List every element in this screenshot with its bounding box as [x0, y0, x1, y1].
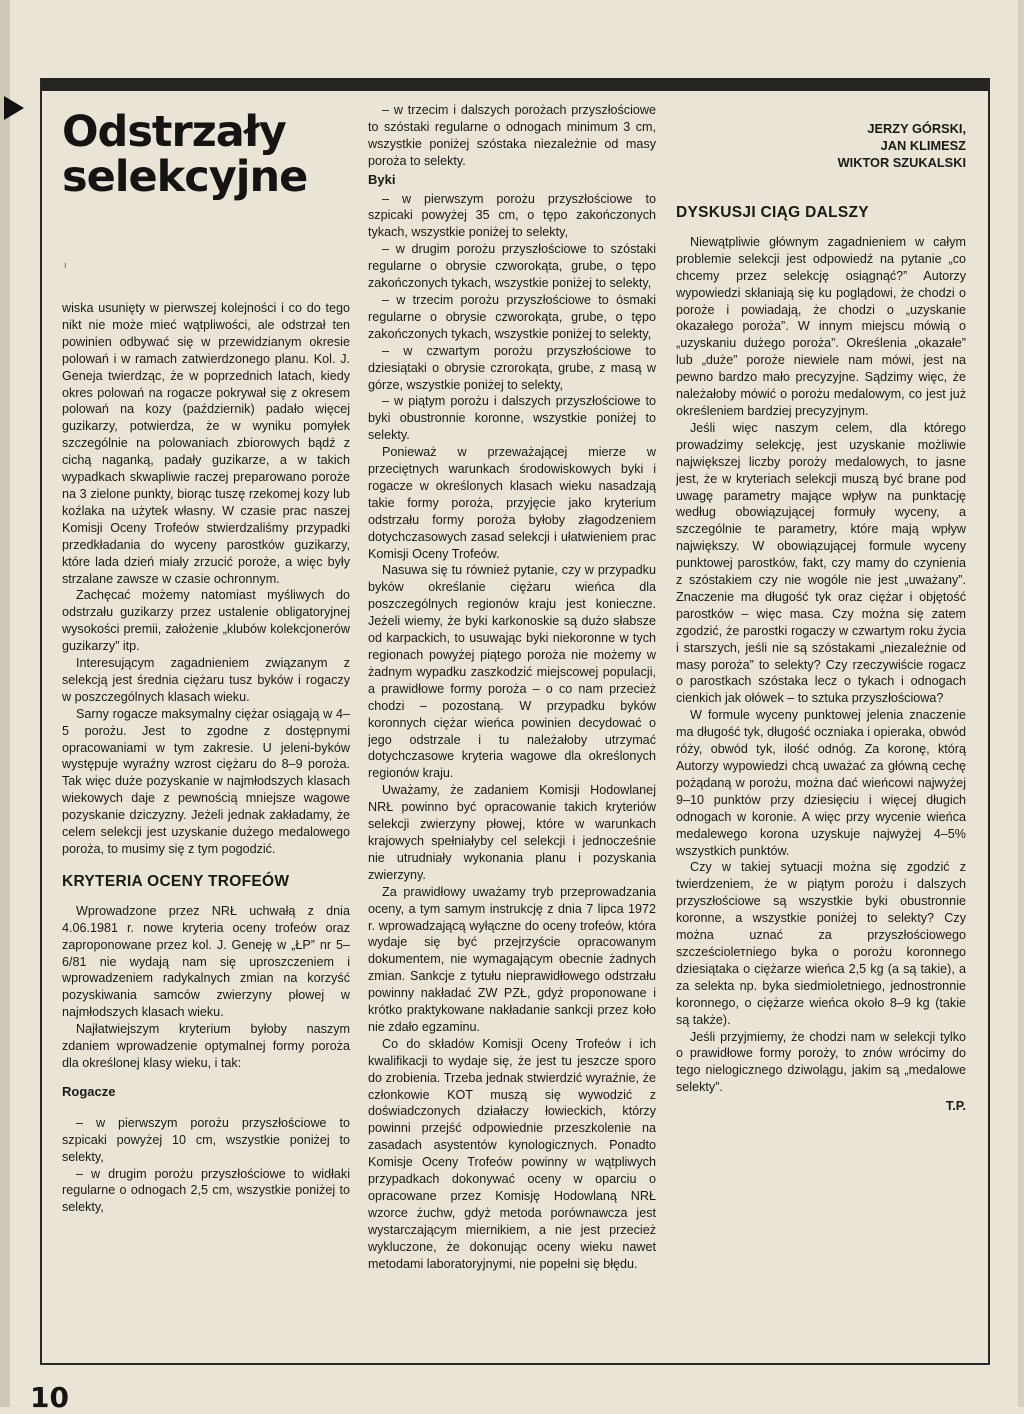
article-title — [62, 107, 350, 202]
discussion-paragraph-2: Jeśli więc naszym celem, dla którego prowadzimy selekcję, jest uzyskanie możliwie największej liczby poroży medalowych, to jasne jest, że w kryteriach selekcji muszą być brane pod uwagę parametry mające wpływ na punktację według obowiązującej formuły wyceny, a szczególnie te parametry, które mają wpływ największy. W obowiązującej formule wyceny punktowej parostków, fakt, czy mamy do czynienia z szóstakiem czy nie wogóle nie jest „uważany”. Znaczenie ma długość tyk oraz ciężar i objętość parostków – więc masa. Czy można się zatem zgodzić, że parostki rogaczy w czwartym roku życia i starszych, jeśli nie są szóstakami „niezależnie od masy poroża” to selekty? Czy rzeczywiście rogacz o parostkach szóstaka lecz o tykach i odnogach cienkich jak ołówek – to sztuka przyszłościowa? — [676, 420, 966, 706]
author-2: JAN KLIMESZ — [880, 138, 966, 153]
discussion-paragraph-1: Niewątpliwie głównym zagadnieniem w całym problemie selekcji jest odpowiedź na pytanie „co chcemy przez selekcję osiągnąć?” Autorzy wypowiedzi skłaniają się ku poglądowi, że chodzi o poroże i powiadają, że chodzi o „uzyskanie okazałego poroża”. W innym miejscu mówią o „uzyskaniu dużego poroża”. Określenia „okazałe” lub „duże” poroże niewiele nam mówi, jest na pewno bardzo mało precyzyjne. Sądzimy więc, że należałoby mówić o porożu medalowym, co jest już określeniem bardziej precyzyjnym. — [676, 234, 966, 418]
rogacze-item-1: – w pierwszym porożu przyszłościowe to szpicaki powyżej 10 cm, wszystkie poniżej to selekty, — [62, 1115, 350, 1164]
section-heading-criteria: KRYTERIA OCENY TROFEÓW — [62, 872, 290, 890]
column-3 — [676, 110, 966, 1372]
discussion-signature: T.P. — [945, 1099, 966, 1114]
byki-item-2: – w drugim porożu przyszłościowe to szóstaki regularne o obrysie czworokąta, grube, o tępo zakończonych tykach, wszystkie poniżej to selekty, — [368, 242, 656, 291]
intro-paragraph-1: wiska usunięty w pierwszej kolejności i co do tego nikt nie może mieć wątpliwości, ale odstrzał ten powinien odbywać się w przewidzianym okresie polowań i w ramach zatwierdzonego planu. Kol. J. Geneja twierdząc, że w poprzednich latach, kiedy okres polowań na rogacze pokrywał się z okresem polowań na kozy (październik) padało więcej guzikarzy, potwierdza, że w wyniku pomyłek szczególnie na polowaniach zbiorowych bądź z cichą naganką, padały guzikarze, a w takich wypadkach skwapliwie raczej preparowano poroże na 3 zielone punkty, biorąc tuszę rzekomej kozy lub koźlaka na użytek własny. W czasie prac naszej Komisji Oceny Trofeów stwierdzaliśmy przypadki przedkładania do wyceny parostków guzikarzy, które lada dzień miały zrzucić poroże, a więc były strzalane zawsze w czasie ochronnym. — [62, 301, 350, 586]
intro-paragraph-3: Interesującym zagadnieniem związanym z selekcją jest średnia ciężaru tusz byków i rogaczy w poszczególnych klasach wieku. — [62, 656, 350, 704]
author-3: WIKTOR SZUKALSKI — [837, 155, 966, 170]
rogacze-item-3: – w trzecim i dalszych porożach przyszłościowe to szóstaki regularne o odnogach minimum 3 cm, wszystkie poniżej szóstaka niezależnie od masy poroża to selekty. — [368, 103, 656, 168]
page-marker-arrow-icon — [4, 96, 24, 120]
discussion-paragraph-3: W formule wyceny punktowej jelenia znaczenie ma długość tyk, długość oczniaka i opieraka, obwód róży, obwód tyk, ilość odnóg. Za koronę, którą Autorzy wypowiedzi chcą uważać za główną cechę pożądaną w porożu, można dać wieńcowi najwyżej 9–10 punktów przy dziesięciu i więcej długich odnogach w koronie. A więc przy wycenie wieńca medalewego korona uzyskuje najwyżej 4–5% wszystkich punktów. — [676, 708, 966, 858]
column-1 — [62, 100, 350, 1362]
byki-item-3: – w trzecim porożu przyszłościowe to ósmaki regularne o obrysie czworokąta, grube, o tępo zakończonych tykach, wszystkie poniżej to selekty, — [368, 292, 656, 341]
body-paragraph-1: Ponieważ w przeważającej mierze w przeciętnych warunkach środowiskowych byki i rogacze w określonych klasach wieku nasadzają takie formy poroża, przyjęcie jako kryterium odstrzału formy poroża byłoby złagodzeniem dotychczasowych zasad selekcji i ułatwieniem prac Komisji Oceny Trofeów. — [368, 445, 656, 561]
intro-paragraph-4: Sarny rogacze maksymalny ciężar osiągają w 4–5 porożu. Jest to zgodne z dostępnymi opracowaniami w tym zakresie. U jeleni-byków występuje wyraźny wzrost ciężaru do 8–9 poroża. Tak więc duże pozyskanie w najmłodszych klasach wiekowych daje z pewnością mniejsze wagowe pozyskanie dziczyzny. Jeżeli jednak zakładamy, że celem selekcji jest uzyskanie dużego medalowego poroża, to musimy się z tym pogodzić. — [62, 706, 350, 856]
discussion-paragraph-5: Jeśli przyjmiemy, że chodzi nam w selekcji tylko o prawidłowe formy poroży, to znów wrócimy do tego nielogicznego dziwolągu, jakim są „medalowe selekty”. — [676, 1029, 966, 1095]
byki-item-4: – w czwartym porożu przyszłościowe to dziesiątaki o obrysie czrorokąta, grube, z masą w górze, wszystkie poniżej to selekty, — [368, 343, 656, 392]
byki-item-5: – w piątym porożu i dalszych przyszłościowe to byki obustronnie koronne, wszystkie poniżej to selekty. — [368, 394, 656, 443]
page-edge-right — [1018, 0, 1024, 1407]
page-edge-left — [0, 0, 10, 1407]
body-paragraph-4: Za prawidłowy uważamy tryb przeprowadzania oceny, a tym samym instrukcję z dnia 7 lipca 1972 r. wprowadzającą wyłączne do oceny trofeów, która wydaje się być przejrzyście opracowanym dokumentem, nie wymagającym obecnie żadnych zmian. Sankcje z tytułu nieprawidłowego odstrzału powinny nakładać ZW PZŁ, gdyż proponowane i krótko praktykowane nakładanie sankcji przez koło nie zdało egzaminu. — [368, 884, 656, 1034]
page-number: 10 — [30, 1381, 69, 1414]
author-1: JERZY GÓRSKI, — [867, 121, 966, 136]
body-paragraph-2: Nasuwa się tu również pytanie, czy w przypadku byków określanie ciężaru wieńca dla poszczególnych regionów kraju jest konieczne. Jeżeli wiemy, że byki karkonoskie są dużo słabsze od karpackich, to usuwając byki niekoronne w tych regionach powyżej piątego poroża nie możemy w żadnym wypadku zaszkodzić miejscowej populacji, a prawidłowe formy poroża – o co nam przecież chodzi – pozostaną. W przypadku byków koronnych ciężar wieńca powinien decydować o jego odstrzale i tu należałoby utrzymać dotychczasowe kryteria wagowe dla określonych regionów kraju. — [368, 563, 656, 781]
discussion-heading: DYSKUSJI CIĄG DALSZY — [676, 204, 869, 221]
discussion-paragraph-4: Czy w takiej sytuacji można się zgodzić z twierdzeniem, że w piątym porożu i dalszych przyszłościowe są wszystkie byki obustronnie koronne, a wszystkie poniżej to selekty? Czy można uznać za przyszłościowego szcześciolетniego byka o porożu koronnego dziesiątaka o ciężarze wieńca 2,5 kg (a są takie), a za selekta np. byka siedmioletniego, jednostronnie koronnego, o ciężarze wieńca około 8–9 kg (takie są także). — [676, 860, 966, 1027]
byki-item-1: – w pierwszym porożu przyszłościowe to szpicaki powyżej 35 cm, o tępo zakończonych tykach, wszystkie poniżej to selekty, — [368, 191, 656, 240]
criteria-paragraph-2: Najłatwiejszym kryterium byłoby naszym zdaniem wprowadzenie optymalnej formy poroża dla określonej klasy wieku, i tak: — [62, 1022, 350, 1070]
intro-paragraph-2: Zachęcać możemy natomiast myśliwych do odstrzału guzikarzy przez ustalenie obligatoryjnej wysokości premii, założenie „klubów kolekcjonerów guzikarzy” itp. — [62, 588, 350, 654]
stray-mark: ı — [64, 260, 67, 270]
rogacze-item-2: – w drugim porożu przyszłościowe to widłaki regularne o odnogach 2,5 cm, wszystkie poniżej to selekty, — [62, 1166, 350, 1215]
subheading-rogacze: Rogacze — [62, 1083, 116, 1099]
title-line-1: Odstrzały — [62, 107, 286, 157]
title-line-2: selekcyjne — [62, 152, 308, 202]
title-spacer — [62, 200, 350, 300]
subheading-byki: Byki — [368, 171, 396, 187]
body-paragraph-5: Co do składów Komisji Oceny Trofeów i ich kwalifikacji to wydaje się, że jest tu jeszcze sporo do zrobienia. Trzeba jednak stwierdzić wyraźnie, że członkowie KOT muszą się wywodzić z doświadczonych działaczy łowieckich, którzy powinni przejść odpowiednie przeszkolenie na zasadach asystentów kynologicznych. Ponadto Komisje Oceny Trofeów powinny w wątpliwych przypadkach dokonywać oceny w oparciu o opracowane przez Komisję Hodowlaną NRŁ wzorce żuchw, gdyż metoda porównawcza jest wystarczającym miernikiem, a nie jest przecież wykluczone, że dokonując oceny wieku nawet metodami laboratoryjnymi, nie popełni się błędu. — [368, 1036, 656, 1271]
column-2 — [368, 102, 656, 1364]
criteria-paragraph-1: Wprowadzone przez NRŁ uchwałą z dnia 4.06.1981 r. nowe kryteria oceny trofeów oraz zaproponowane przez kol. J. Geneję w „ŁP” nr 5–6/81 nie wydają nam się uproszczeniem i wprowadzeniem radykalnych zmian na korzyść pozyskiwania samców zwierzyny płowej w najmłodszych klasach wieku. — [62, 903, 350, 1020]
article-authors — [676, 120, 966, 171]
body-paragraph-3: Uważamy, że zadaniem Komisji Hodowlanej NRŁ powinno być opracowanie takich kryteriów selekcji zwierzyny płowej, które w warunkach krajowych spełniałyby cel selekcji i jednocześnie nie utrudniały wykonania planu i pozyskania zwierzyny. — [368, 783, 656, 882]
